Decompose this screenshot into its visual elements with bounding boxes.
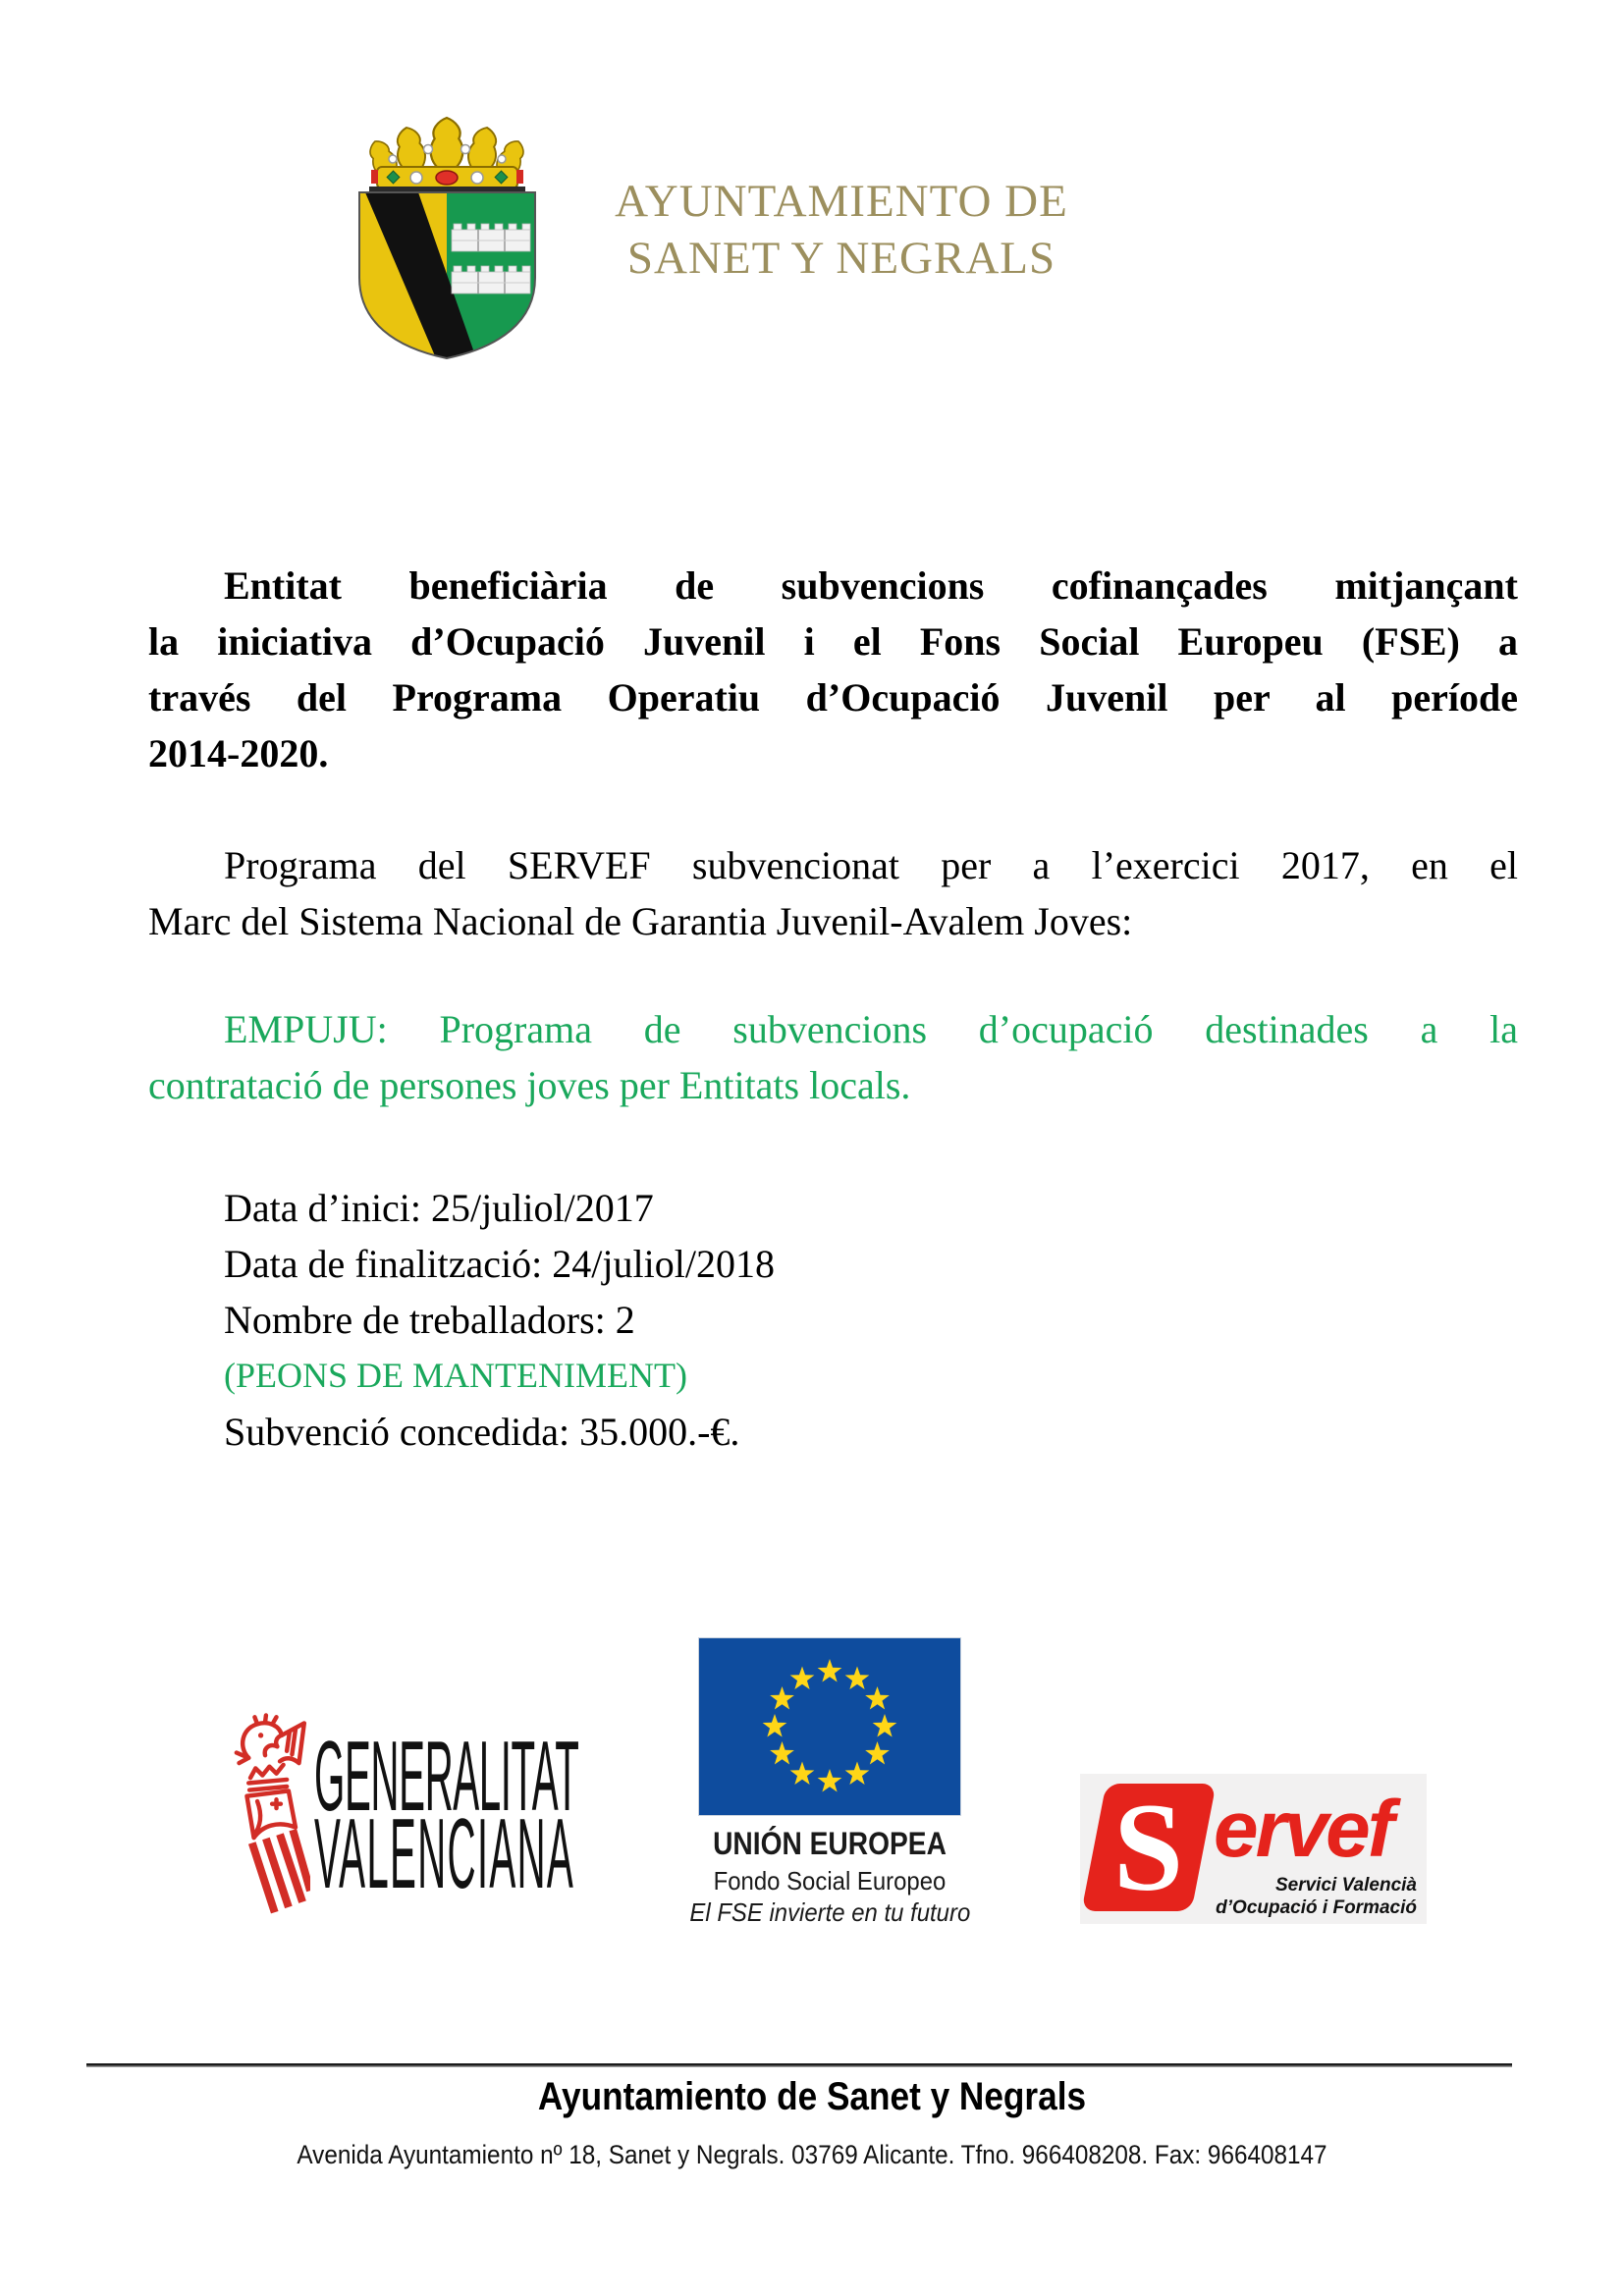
eu-subtitle: Fondo Social Europeo	[713, 1866, 947, 1896]
generalitat-wordmark-line2: VALENCIANA	[314, 1798, 575, 1910]
footer-divider	[86, 2063, 1512, 2067]
union-europea-logo	[677, 1637, 982, 1928]
servef-wordmark: ervef	[1214, 1785, 1392, 1874]
grant-details	[224, 1180, 1402, 1460]
org-name-line1: AYUNTAMIENTO DE	[615, 176, 1068, 227]
paragraph-line: contratació de persones joves per Entitats locals.	[148, 1063, 911, 1107]
detail-job-role: (PEONS DE MANTENIMENT)	[224, 1356, 687, 1395]
paragraph-line: través del Programa Operatiu d’Ocupació Juvenil per al període	[148, 675, 1518, 720]
servef-initial: S	[1113, 1778, 1184, 1917]
generalitat-wordmark-line1: GENERALITAT	[314, 1721, 579, 1833]
paragraph-line: Programa del SERVEF subvencionat per a l’exercici 2017, en el	[224, 843, 1518, 887]
org-name-line2: SANET Y NEGRALS	[626, 233, 1056, 284]
paragraph-line: EMPUJU: Programa de subvencions d’ocupació destinades a la	[224, 1007, 1518, 1051]
paragraph-line: 2014-2020.	[148, 731, 329, 775]
servef-tagline	[1216, 1874, 1417, 1919]
paragraph-empuju	[148, 1001, 1518, 1113]
eu-title: UNIÓN EUROPEA	[713, 1826, 947, 1861]
paragraph-line: Entitat beneficiària de subvencions cofinançades mitjançant	[224, 563, 1518, 608]
detail-workers: Nombre de treballadors: 2	[224, 1298, 635, 1342]
generalitat-emblem-icon	[228, 1706, 310, 1927]
eu-flag-icon	[698, 1637, 961, 1816]
municipality-name	[582, 173, 1101, 287]
paragraph-beneficiary	[148, 558, 1518, 781]
detail-grant-amount: Subvenció concedida: 35.000.-€.	[224, 1410, 740, 1454]
servef-tagline-line1: Servici Valencià	[1274, 1875, 1417, 1896]
servef-logo	[1080, 1774, 1427, 1924]
paragraph-line: la iniciativa d’Ocupació Juvenil i el Fons Social Europeu (FSE) a	[148, 619, 1518, 664]
detail-end-date: Data de finalització: 24/juliol/2018	[224, 1242, 775, 1286]
footer-address: Avenida Ayuntamiento nº 18, Sanet y Negrals. 03769 Alicante. Tfno. 966408208. Fax: 966408147	[297, 2140, 1327, 2169]
servef-s-badge-icon	[1081, 1778, 1216, 1917]
eu-tagline: El FSE invierte en tu futuro	[689, 1897, 971, 1927]
paragraph-line: Marc del Sistema Nacional de Garantia Juvenil-Avalem Joves:	[148, 899, 1133, 943]
generalitat-valenciana-logo	[228, 1706, 601, 1927]
paragraph-servef-program	[148, 837, 1518, 949]
footer-title: Ayuntamiento de Sanet y Negrals	[537, 2075, 1087, 2118]
servef-tagline-line2: d’Ocupació i Formació	[1216, 1897, 1417, 1918]
coat-of-arms-icon	[342, 116, 553, 369]
detail-start-date: Data d’inici: 25/juliol/2017	[224, 1186, 654, 1230]
